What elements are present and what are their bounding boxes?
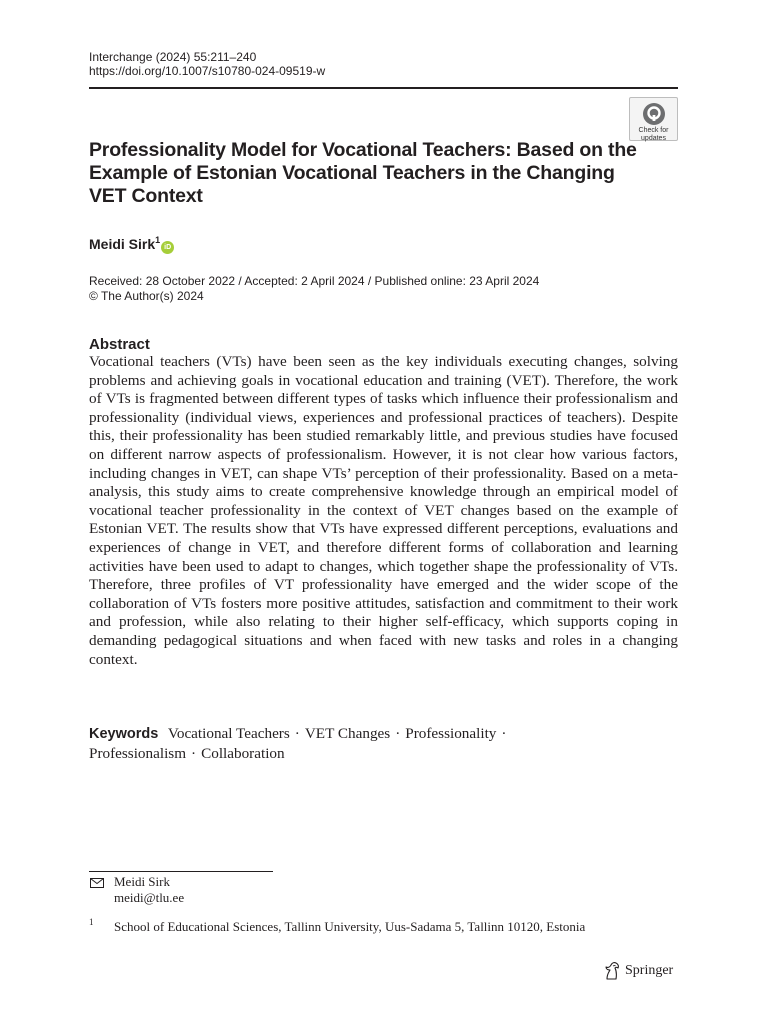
doi-link[interactable]: https://doi.org/10.1007/s10780-024-09519-w	[89, 64, 326, 78]
keyword: Collaboration	[201, 745, 285, 762]
envelope-icon	[90, 878, 104, 888]
keywords-label: Keywords	[89, 726, 159, 742]
title-line: Example of Estonian Vocational Teachers in the Changing	[89, 162, 615, 184]
keyword-separator: ·	[191, 745, 197, 762]
title-line: Professionality Model for Vocational Teachers: Based on the	[89, 139, 637, 161]
keywords	[89, 724, 678, 763]
keyword: VET Changes	[304, 725, 391, 742]
check-for-updates-badge[interactable]	[629, 97, 678, 141]
author-affiliation-mark: 1	[155, 235, 161, 245]
keyword-separator: ·	[294, 725, 300, 742]
article-title	[89, 139, 649, 208]
abstract-heading: Abstract	[89, 336, 150, 353]
journal-citation: Interchange (2024) 55:211–240	[89, 50, 257, 64]
author-line	[89, 231, 174, 254]
publication-dates: Received: 28 October 2022 / Accepted: 2 April 2024 / Published online: 23 April 2024	[89, 274, 540, 288]
keyword: Professionalism	[89, 745, 187, 762]
title-line: VET Context	[89, 185, 203, 207]
copyright: © The Author(s) 2024	[89, 289, 204, 303]
header-rule	[89, 87, 678, 89]
affiliation-number: 1	[89, 917, 94, 927]
check-label-line-2: updates	[641, 135, 666, 142]
orcid-icon[interactable]: iD	[161, 241, 174, 254]
keyword-separator: ·	[501, 725, 507, 742]
keyword: Professionality	[405, 725, 497, 742]
springer-horse-icon	[604, 962, 620, 980]
check-updates-icon	[642, 102, 666, 126]
corresponding-author-email[interactable]: meidi@tlu.ee	[114, 890, 185, 905]
publisher-name: Springer	[625, 963, 674, 978]
abstract-text: Vocational teachers (VTs) have been seen as the key individuals executing changes, solving problems and achieving goals in vocational education and training (VET). Therefore, the work of VTs is fragmented between different types of tasks which influence their professionalism and professionality (individual views, experiences and professional practices of teachers). Despite this, their professionality has been studied remarkably little, and previous studies have focused on different narrow aspects of professionalism. However, it is not clear how various factors, including changes in VET, can shape VTs’ perception of their professionality. Based on a meta-analysis, this study aims to create comprehensive knowledge through an empirical model of vocational teacher professionality in the context of VET changes based on the example of Estonian VET. The results show that VTs have expressed different perceptions, evaluations and experiences of change in VET, and therefore different forms of collaboration and learning activities have been used to adapt to changes, which together shape the professionality of VTs. Therefore, three profiles of VT professionality have emerged and the wider scope of the collaboration of VTs fosters more positive attitudes, satisfaction and commitment to their work and profession, while also relating to their higher self-efficacy, which supports coping in demanding pedagogical situations and when faced with new tasks and roles in a changing context.	[89, 353, 678, 668]
affiliation-text: School of Educational Sciences, Tallinn University, Uus-Sadama 5, Tallinn 10120, Estonia	[114, 919, 586, 934]
author-name[interactable]: Meidi Sirk	[89, 236, 156, 252]
corresponding-author-name: Meidi Sirk	[114, 874, 170, 889]
keyword: Vocational Teachers	[167, 725, 290, 742]
keyword-separator: ·	[395, 725, 401, 742]
publisher-logo	[604, 961, 673, 981]
footnote-rule	[89, 871, 273, 872]
check-label-line-1: Check for	[638, 127, 669, 134]
